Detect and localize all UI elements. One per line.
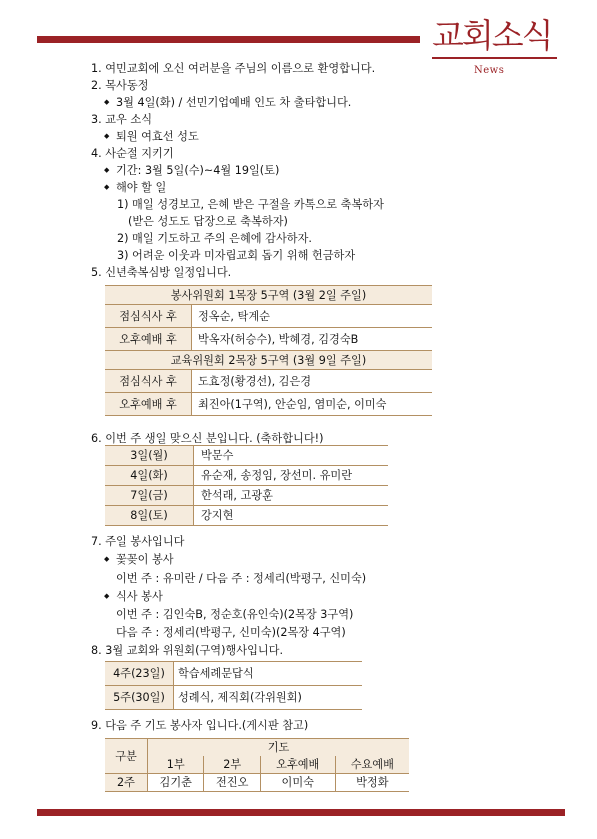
- prayer-value-3: 이미숙: [260, 774, 335, 792]
- prayer-col-1: 1부: [148, 756, 204, 774]
- item-7-flower-detail: 이번 주 : 유미란 / 다음 주 : 정세리(박평구, 신미숙): [116, 572, 367, 585]
- birthday-names: 강지현: [194, 506, 389, 526]
- table-row: [105, 756, 409, 774]
- birthday-day: 4일(화): [105, 466, 194, 486]
- item-4-todo: ◆ 해야 할 일: [116, 179, 166, 196]
- logo-underline: [432, 57, 557, 59]
- table-row: [105, 446, 388, 466]
- prayer-row-label: 2주: [105, 774, 148, 792]
- item-3-detail: ◆ 퇴원 여효선 성도: [116, 128, 199, 145]
- birthday-names: 한석래, 고광훈: [194, 486, 389, 506]
- birthday-names: 박문수: [194, 446, 389, 466]
- prayer-table: [105, 738, 409, 792]
- item-7-meal-detail-1: 이번 주 : 김인숙B, 정순호(유인숙)(2목장 3구역): [116, 608, 354, 621]
- event-week: 5주(30일): [105, 686, 174, 710]
- logo: [432, 16, 567, 78]
- prayer-value-4: 박정화: [335, 774, 409, 792]
- top-decor-bar: [37, 36, 420, 43]
- table-row: [105, 686, 362, 710]
- item-6-title: 6. 이번 주 생일 맞으신 분입니다. (축하합니다!): [91, 432, 324, 445]
- table-group-header: 교육위원회 2목장 5구역 (3월 9일 주일): [105, 351, 432, 370]
- prayer-col-3: 오후예배: [260, 756, 335, 774]
- item-5-title: 5. 신년축복심방 일정입니다.: [91, 266, 232, 279]
- table-row: [105, 774, 409, 792]
- item-4-todo-3: 3) 어려운 이웃과 미자립교회 돕기 위해 헌금하자: [117, 249, 356, 262]
- birthday-day: 7일(금): [105, 486, 194, 506]
- table-row-value: 최진아(1구역), 안순임, 염미순, 이미숙: [192, 393, 433, 416]
- item-7-title: 7. 주일 봉사입니다: [91, 535, 185, 548]
- item-4-todo-2: 2) 매일 기도하고 주의 은혜에 감사하자.: [117, 232, 312, 245]
- birthday-table: [105, 445, 388, 526]
- logo-subtitle: News: [474, 65, 505, 76]
- table-row-label: 점심식사 후: [105, 305, 192, 328]
- event-week: 4주(23일): [105, 662, 174, 686]
- march-events-table: [105, 661, 362, 710]
- prayer-value-1: 김기춘: [148, 774, 204, 792]
- birthday-day: 8일(토): [105, 506, 194, 526]
- table-row: [105, 506, 388, 526]
- table-row: [105, 328, 432, 351]
- item-7-meal: ◆ 식사 봉사: [116, 588, 163, 605]
- item-7-meal-detail-2: 다음 주 : 정세리(박평구, 신미숙)(2목장 4구역): [116, 626, 346, 639]
- item-2-title: 2. 목사동정: [91, 79, 149, 92]
- logo-title: 교회소식: [432, 16, 552, 55]
- item-2-detail: ◆ 3월 4일(화) / 선민기업예배 인도 차 출타합니다.: [116, 94, 351, 111]
- item-1: 1. 여민교회에 오신 여러분을 주님의 이름으로 환영합니다.: [91, 62, 376, 75]
- table-group-header: 봉사위원회 1목장 5구역 (3월 2일 주일): [105, 286, 432, 305]
- table-row: [105, 486, 388, 506]
- item-4-todo-1: 1) 매일 성경보고, 은혜 받은 구절을 카톡으로 축복하자: [117, 198, 384, 211]
- birthday-day: 3일(월): [105, 446, 194, 466]
- item-8-title: 8. 3월 교회와 위원회(구역)행사입니다.: [91, 644, 284, 657]
- table-row: [105, 393, 432, 416]
- newyear-visit-table: [105, 285, 432, 416]
- table-row-label: 점심식사 후: [105, 370, 192, 393]
- table-row: [105, 305, 432, 328]
- item-9-title: 9. 다음 주 기도 봉사자 입니다.(게시판 참고): [91, 719, 309, 732]
- prayer-col-prayer: 기도: [148, 739, 410, 757]
- table-row: [105, 739, 409, 757]
- item-4-title: 4. 사순절 지키기: [91, 147, 174, 160]
- table-row-label: 오후예배 후: [105, 393, 192, 416]
- table-row-label: 오후예배 후: [105, 328, 192, 351]
- table-row-value: 정옥순, 탁계순: [192, 305, 433, 328]
- item-3-title: 3. 교우 소식: [91, 113, 153, 126]
- table-row: [105, 466, 388, 486]
- event-desc: 학습세례문답식: [174, 662, 363, 686]
- table-row-value: 도효정(황경선), 김은경: [192, 370, 433, 393]
- table-row: [105, 370, 432, 393]
- birthday-names: 유순재, 송정임, 장선미. 유미란: [194, 466, 389, 486]
- item-7-flower: ◆ 꽃꽂이 봉사: [116, 551, 174, 568]
- event-desc: 성례식, 제직회(각위원회): [174, 686, 363, 710]
- item-4-period: ◆ 기간: 3월 5일(수)~4월 19일(토): [116, 162, 279, 179]
- prayer-value-2: 전진오: [204, 774, 260, 792]
- table-row: [105, 351, 432, 370]
- item-4-todo-1-cont: (받은 성도도 답장으로 축복하자): [128, 215, 288, 228]
- table-row: [105, 286, 432, 305]
- table-row: [105, 662, 362, 686]
- prayer-col-2: 2부: [204, 756, 260, 774]
- table-row-value: 박옥자(허승수), 박혜경, 김경숙B: [192, 328, 433, 351]
- prayer-col-4: 수요예배: [335, 756, 409, 774]
- bottom-decor-bar: [37, 809, 565, 816]
- prayer-col-group: 구분: [105, 739, 148, 774]
